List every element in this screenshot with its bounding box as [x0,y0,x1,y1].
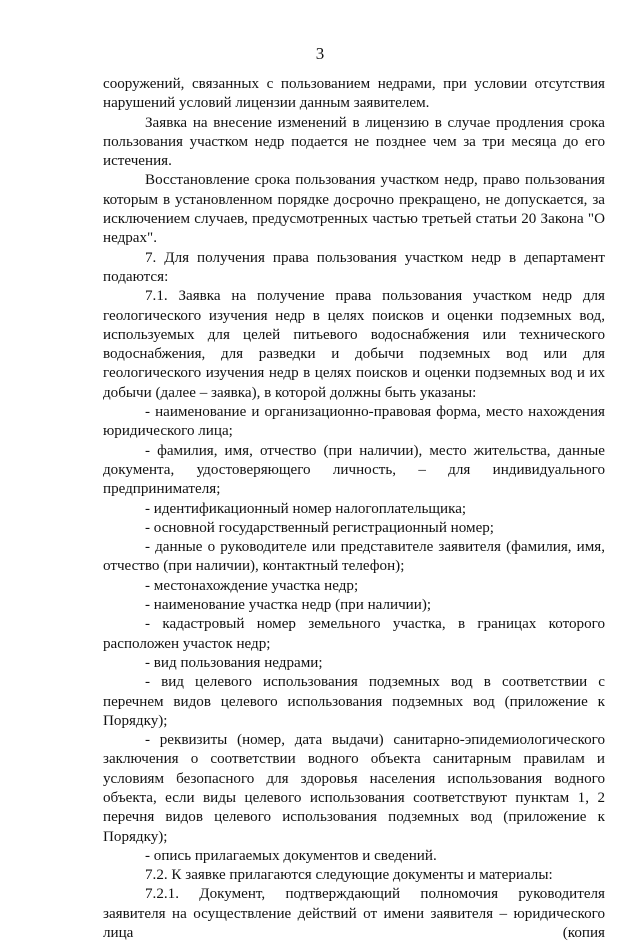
document-body [103,75,605,943]
list-item: - основной государственный регистрационный номер; [145,519,495,536]
list-item: - реквизиты (номер, дата выдачи) санитарно-эпидемиологического заключения о соответствии водного объекта санитарным правилам и условиям безопасного для здоровья населения использования водного объекта, если виды целевого использования соответствуют пунктам 1, 2 перечня видов целевого использования подземных вод (приложение к Порядку); [103,732,605,845]
list-item: - идентификационный номер налогоплательщика; [145,500,467,517]
list-item: - вид целевого использования подземных вод в соответствии с перечнем видов целевого использования подземных вод (приложение к Порядку); [103,674,605,729]
list-item: - данные о руководителе или представителе заявителя (фамилия, имя, отчество (при наличии), контактный телефон); [103,539,605,575]
paragraph-5: 7.1. Заявка на получение права пользования участком недр для геологического изучения недр в целях поисков и оценки подземных вод, используемых для целей питьевого водоснабжения или технического водоснабжения, для разведки и добычи подземных вод или для геологического изучения недр в целях поисков и оценки подземных вод и их добычи (далее – заявка), в которой должны быть указаны: [103,288,605,401]
page-number: 3 [315,44,325,63]
list-item: - вид пользования недрами; [145,654,323,671]
paragraph-2: Заявка на внесение изменений в лицензию в случае продления срока пользования участком недр подается не позднее чем за три месяца до его истечения. [103,114,605,170]
list-item: - наименование и организационно-правовая форма, место нахождения юридического лица; [103,404,605,440]
paragraph-3: Восстановление срока пользования участком недр, право пользования которым в установленном порядке досрочно прекращено, не допускается, за исключением случаев, предусмотренных частью третьей статьи 20 Закона "О недрах". [103,172,605,247]
list-item: - фамилия, имя, отчество (при наличии), место жительства, данные документа, удостоверяющего личность, – для индивидуального предпринимателя; [103,442,605,498]
paragraph-7-2-1: 7.2.1. Документ, подтверждающий полномочия руководителя заявителя на осуществление действий от имени заявителя – юридического лица (копия [103,886,605,942]
list-item: - местонахождение участка недр; [145,577,359,594]
paragraph-7-2: 7.2. К заявке прилагаются следующие документы и материалы: [145,867,553,884]
list-item: - опись прилагаемых документов и сведений. [145,847,437,864]
list-item: - наименование участка недр (при наличии); [145,597,432,614]
paragraph-4: 7. Для получения права пользования участком недр в департамент подаются: [103,249,605,285]
list-item: - кадастровый номер земельного участка, в границах которого расположен участок недр; [103,616,605,652]
paragraph-1: сооружений, связанных с пользованием недрами, при условии отсутствия нарушений условий лицензии данным заявителем. [103,76,605,112]
